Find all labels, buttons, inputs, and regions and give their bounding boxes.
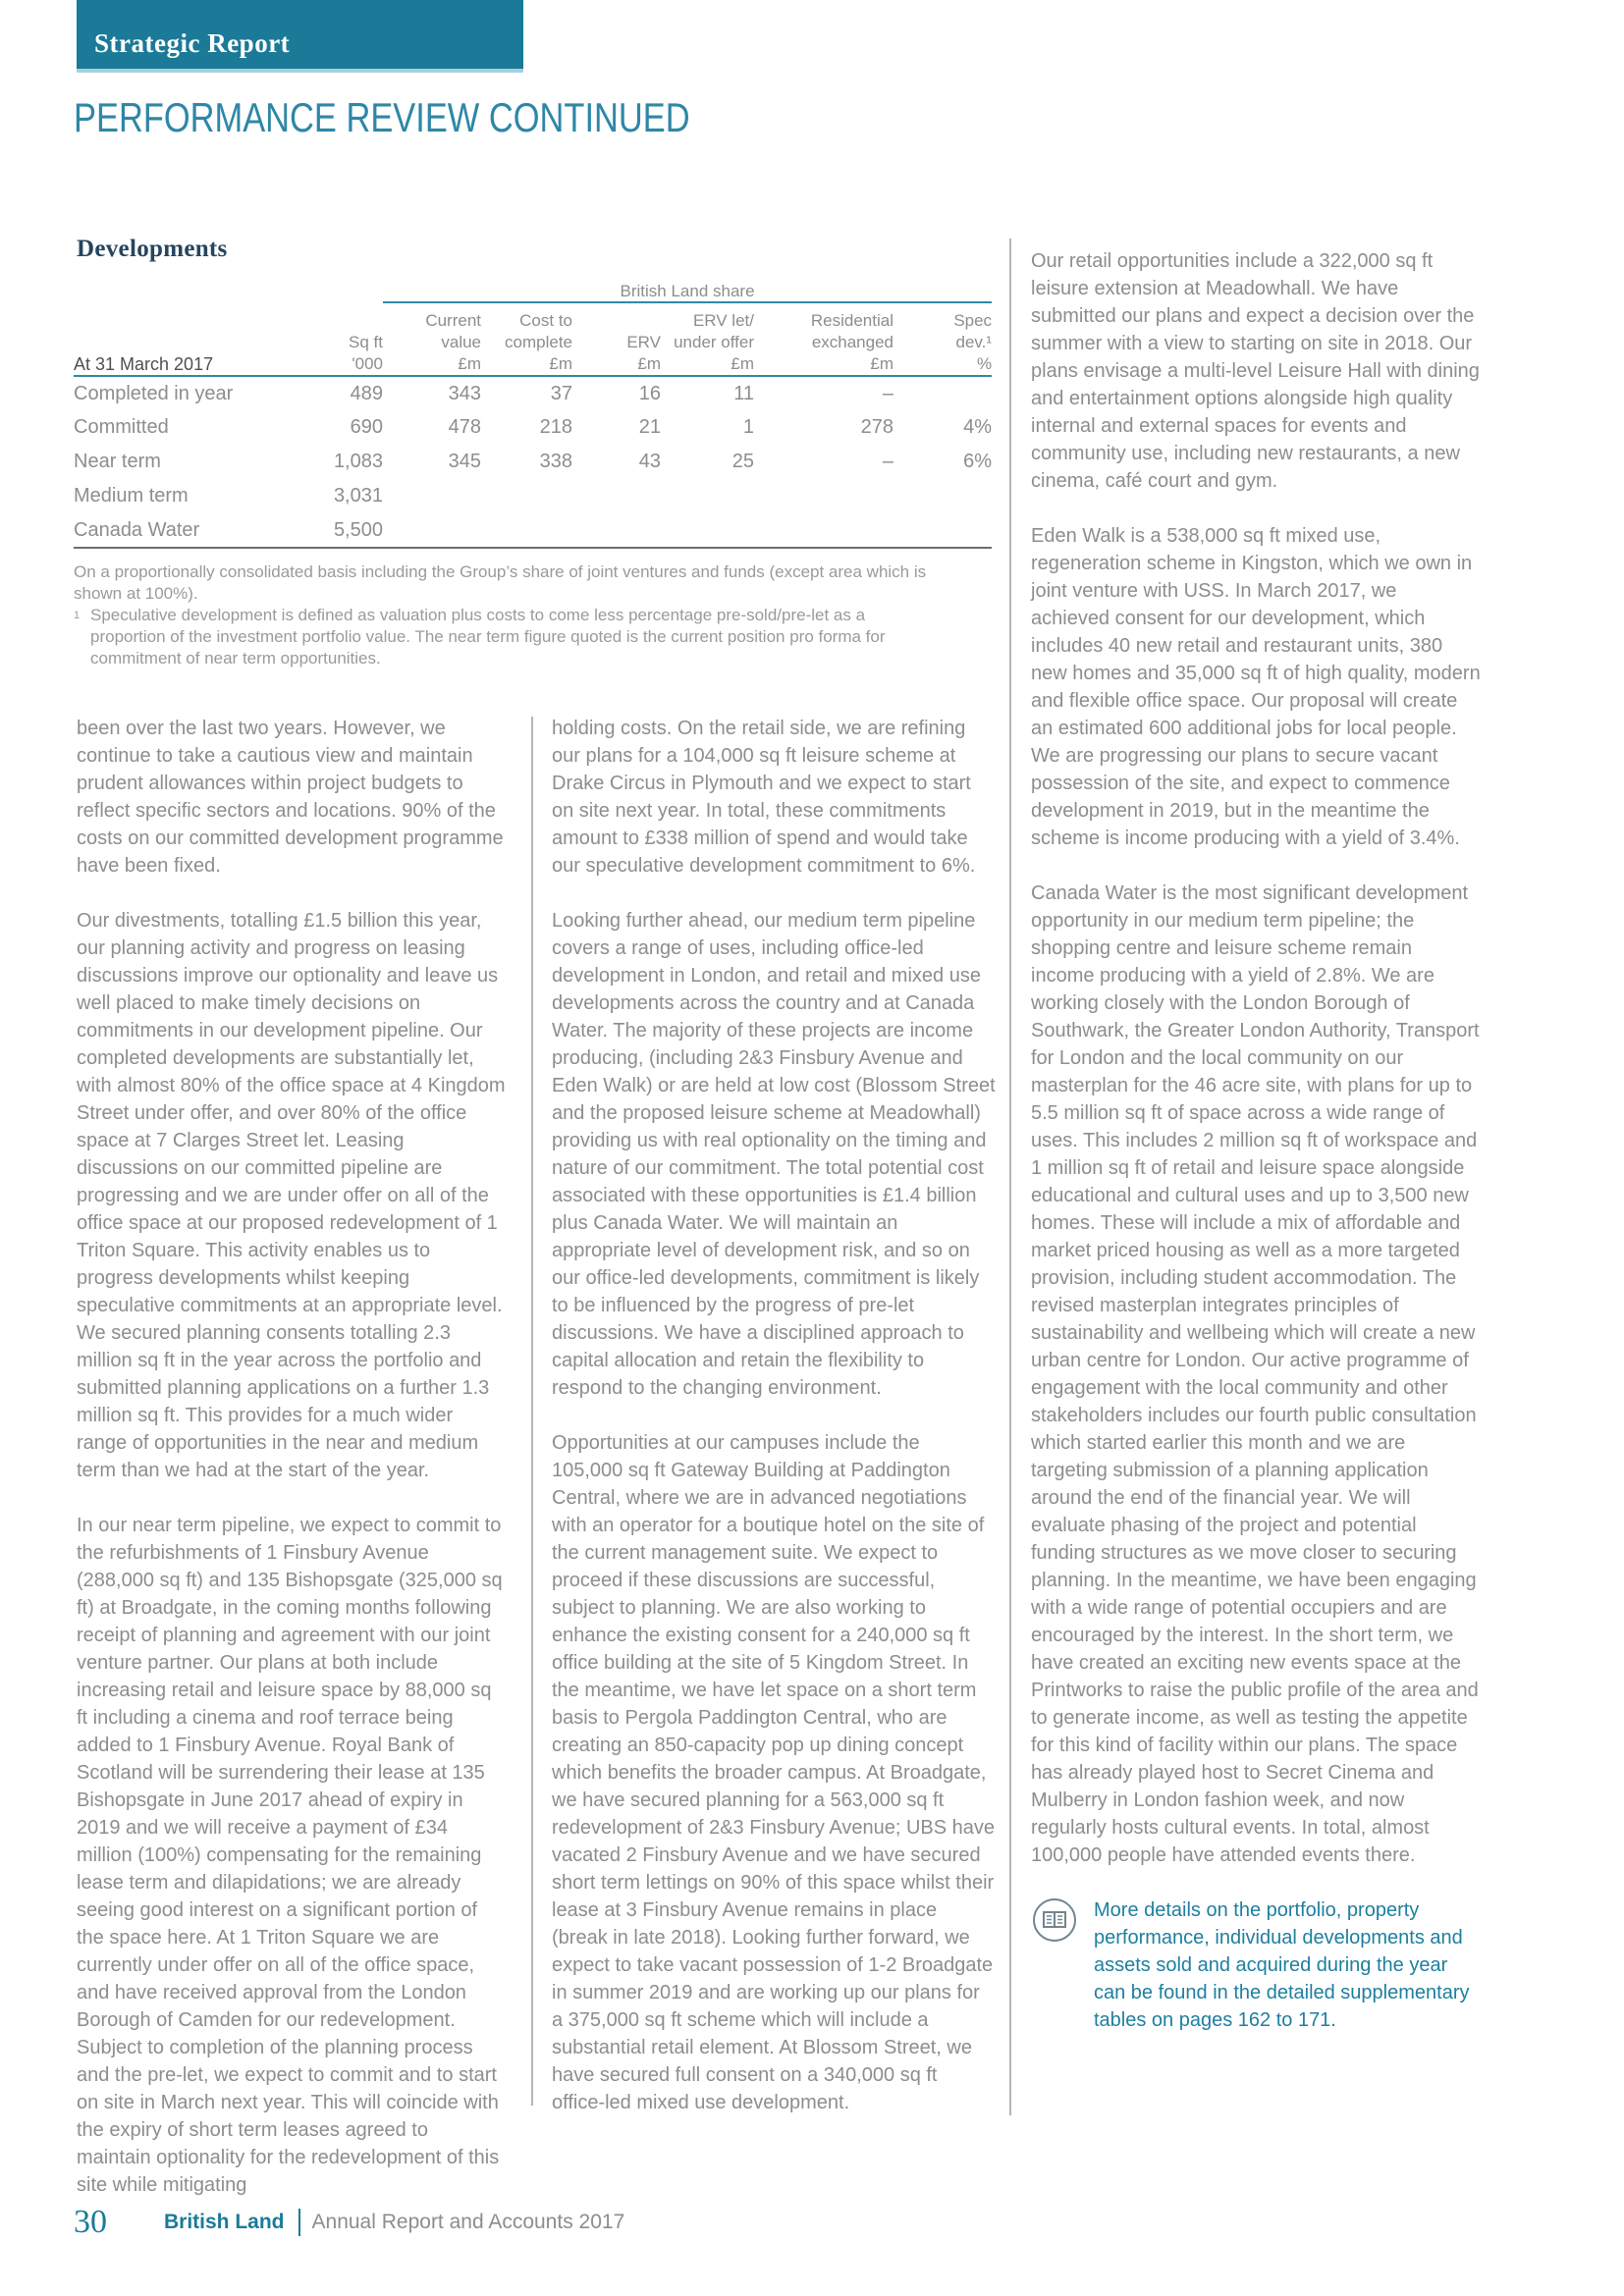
column-header-row: [74, 302, 992, 376]
table-cell: 478: [448, 416, 481, 438]
table-cell: –: [882, 451, 893, 472]
body-column-1: [77, 715, 507, 2199]
page-title: PERFORMANCE REVIEW CONTINUED: [74, 94, 690, 140]
paragraph: In our near term pipeline, we expect to commit to the refurbishments of 1 Finsbury Avenue (288,000 sq ft) and 135 Bishopsgate (325,000 sq ft) at Broadgate, in the coming months following receipt of planning and agreement with our joint venture partner. Our plans at both include increasing retail and leisure space by 88,000 sq ft including a cinema and roof terrace being added to 1 Finsbury Avenue. Royal Bank of Scotland will be surrendering their lease at 135 Bishopsgate in June 2017 ahead of expiry in 2019 and we will receive a payment of £34 million (100%) compensating for the remaining lease term and dilapidations; we are already seeing good interest on a significant portion of the space here. At 1 Triton Square we are currently under offer on all of the office space, and have received approval from the London Borough of Camden for our redevelopment. Subject to completion of the planning process and the pre-let, we expect to commit and to start on site in March next year. This will coincide with the expiry of short term leases agreed to maintain optionality for the redevelopment of this site while mitigating: [77, 1515, 503, 2196]
table-row-label: Committed: [74, 416, 169, 438]
table-cell: 4%: [963, 416, 993, 438]
paragraph: Canada Water is the most significant development opportunity in our medium term pipeline; the shopping centre and leisure scheme remain income producing with a yield of 2.8%. We are working closely with the London Borough of Southwark, the Greater London Authority, Transport for London and the local community on our masterplan for the 46 acre site, with plans for up to 5.5 million sq ft of space across a wide range of uses. This includes 2 million sq ft of workspace and 1 million sq ft of retail and leisure space alongside educational and cultural uses and up to 3,500 new homes. These will include a mix of affordable and market priced housing as well as a more targeted provision, including student accommodation. The revised masterplan integrates principles of sustainability and wellbeing which will create a new urban centre for London. Our active programme of engagement with the local community and other stakeholders includes our fourth public consultation which started earlier this month and we are targeting submission of a planning application around the end of the financial year. We will evaluate phasing of the project and potential funding structures as we move closer to securing planning. In the meantime, we have been engaging with a wide range of potential occupiers and are encouraged by the interest. In the short term, we have created an exciting new events space at the Printworks to raise the public profile of the area and to generate income, as well as testing the appetite for this kind of facility within our plans. The space has already played host to Secret Cinema and Mulberry in London fashion week, and now regularly hosts cultural events. In total, almost 100,000 people have attended events there.: [1031, 882, 1480, 1866]
page-footer: [74, 2204, 624, 2241]
group-header-row: [74, 263, 992, 302]
table-cell: 25: [731, 451, 754, 472]
col-header-line: Sq ft: [349, 333, 383, 351]
col-header-line: £m: [458, 354, 481, 373]
report-title: Annual Report and Accounts 2017: [311, 2211, 625, 2233]
table-row: [74, 410, 992, 445]
col-header-line: dev.¹: [955, 333, 993, 351]
column-divider: [531, 717, 533, 2106]
developments-heading: Developments: [77, 236, 228, 262]
body-column-2: [552, 715, 996, 2116]
table-cell: 489: [350, 382, 383, 404]
table-cell: [481, 513, 572, 548]
col-header-line: £m: [870, 354, 893, 373]
table-cell: 278: [860, 416, 893, 438]
col-header-line: ERV: [626, 333, 661, 351]
table-footnotes: [74, 561, 938, 669]
table-cell: [754, 513, 893, 548]
col-header-line: Cost to: [519, 311, 572, 330]
paragraph: Our divestments, totalling £1.5 billion this year, our planning activity and progress on leasing discussions improve our optionality and leave us well placed to make timely decisions on commitments in our development pipeline. Our completed developments are substantially let, with almost 80% of the office space at 4 Kingdom Street under offer, and over 80% of the office space at 7 Clarges Street let. Leasing discussions on our committed pipeline are progressing and we are under offer on all of the office space at our proposed redevelopment of 1 Triton Square. This activity enables us to progress developments whilst keeping speculative commitments at an appropriate level. We secured planning consents totalling 2.3 million sq ft in the year across the portfolio and submitted planning applications on a further 1.3 million sq ft. This provides for a much wider range of opportunities in the near and medium term than we had at the start of the year.: [77, 910, 506, 1481]
table-row: [74, 445, 992, 479]
paragraph: Looking further ahead, our medium term pipeline covers a range of uses, including office-led development in London, and retail and mixed use developments across the country and at Canada Water. The majority of these projects are income producing, (including 2&3 Finsbury Avenue and Eden Walk) or are held at low cost (Blossom Street and the proposed leisure scheme at Meadowhall) providing us with real optionality on the timing and nature of our commitment. The total potential cost associated with these opportunities is £1.4 billion plus Canada Water. We will maintain an appropriate level of development risk, and so on our office-led developments, commitment is likely to be influenced by the progress of pre-let discussions. We have a disciplined approach to capital allocation and retain the flexibility to respond to the changing environment.: [552, 910, 996, 1399]
table-cell: 3,031: [333, 485, 383, 507]
table-cell: [572, 479, 661, 513]
col-header-line: £m: [731, 354, 754, 373]
col-header-line: %: [976, 354, 993, 373]
table-cell: [481, 479, 572, 513]
paragraph: Opportunities at our campuses include the 105,000 sq ft Gateway Building at Paddington Central, where we are in advanced negotiations with an operator for a boutique hotel on the site of the current management suite. We expect to proceed if these discussions are successful, subject to planning. We are also working to enhance the existing consent for a 240,000 sq ft office building at the site of 5 Kingdom Street. In the meantime, we have let space on a short term basis to Pergola Paddington Central, who are creating an 850-capacity pop up dining concept which benefits the broader campus. At Broadgate, we have secured planning for a 563,000 sq ft redevelopment of 2&3 Finsbury Avenue; UBS have vacated 2 Finsbury Avenue and we have secured short term lettings on 90% of this space whilst their lease at 3 Finsbury Avenue remains in place (break in late 2018). Looking further forward, we expect to take vacant possession of 1-2 Broadgate in summer 2019 and are working up our plans for a 375,000 sq ft scheme which will include a substantial retail element. At Blossom Street, we have secured full consent on a 340,000 sq ft office-led mixed use development.: [552, 1432, 996, 2113]
col-header-erv: [572, 302, 661, 376]
table-cell: [893, 513, 992, 548]
footer-divider: [298, 2209, 300, 2236]
paragraph: Eden Walk is a 538,000 sq ft mixed use, regeneration scheme in Kingston, which we own in joint venture with USS. In March 2017, we achieved consent for our development, which includes 40 new retail and restaurant units, 380 new homes and 35,000 sq ft of high quality, modern and flexible office space. Our proposal will create an estimated 600 additional jobs for local people. We are progressing our plans to secure vacant possession of the site, and expect to commence development in 2019, but in the meantime the scheme is income producing with a yield of 3.4%.: [1031, 525, 1481, 849]
col-header-line: £m: [637, 354, 661, 373]
col-header-sqft: [270, 302, 383, 376]
footnote-marker: 1: [74, 610, 81, 621]
table-cell: [383, 513, 481, 548]
col-header-line: Residential: [810, 311, 893, 330]
group-header: British Land share: [383, 263, 992, 302]
table-cell: 5,500: [270, 513, 383, 548]
brand-name: British Land: [164, 2211, 285, 2233]
footnote-1-text: Speculative development is defined as valuation plus costs to come less percentage pre-sold/pre-let as a proportion of the investment portfolio value. The near term figure quoted is the current position pro forma for commitment of near term opportunities.: [90, 606, 886, 667]
table-row: [74, 376, 992, 410]
table-cell: [383, 479, 481, 513]
table-cell: 690: [350, 416, 383, 438]
table-row-label: Completed in year: [74, 382, 234, 404]
section-label: Strategic Report: [94, 28, 291, 58]
table-row-label: Near term: [74, 451, 161, 472]
col-header-line: ERV let/: [692, 311, 754, 330]
row-axis-label: At 31 March 2017: [74, 302, 270, 376]
paragraph: holding costs. On the retail side, we are refining our plans for a 104,000 sq ft leisure scheme at Drake Circus in Plymouth and we expect to start on site next year. In total, these commitments amount to £338 million of spend and would take our speculative development commitment to 6%.: [552, 718, 976, 877]
page-number: 30: [74, 2204, 107, 2240]
col-header-line: exchanged: [811, 333, 893, 351]
table-row-label: Canada Water: [74, 513, 270, 548]
table-cell: [572, 513, 661, 548]
table-cell: 343: [448, 382, 481, 404]
table-cell: 1: [742, 416, 754, 438]
column-divider: [1009, 239, 1011, 2115]
paragraph: Our retail opportunities include a 322,000 sq ft leisure extension at Meadowhall. We have submitted our plans and expect a decision over the summer with a view to starting on site in 2018. Our plans envisage a multi-level Leisure Hall with dining and entertainment options alongside high quality internal and external spaces for events and community use, including new restaurants, a new cinema, café court and gym.: [1031, 250, 1480, 492]
col-header-erv-let: [661, 302, 754, 376]
table-cell: [661, 513, 754, 548]
table-cell: [661, 479, 754, 513]
col-header-line: under offer: [674, 333, 754, 351]
col-header-line: '000: [352, 354, 383, 373]
group-header-spacer: [74, 263, 383, 302]
table-cell: [893, 479, 992, 513]
col-header-spec-dev: [893, 302, 992, 376]
col-header-cost-to-complete: [481, 302, 572, 376]
table-cell: [754, 479, 893, 513]
table-cell: –: [882, 382, 893, 404]
col-header-line: Spec: [953, 311, 993, 330]
table-row: [74, 513, 992, 548]
table-row-label: Medium term: [74, 485, 189, 507]
table-cell: 16: [638, 382, 661, 404]
table-cell: 1,083: [333, 451, 383, 472]
note-text: More details on the portfolio, property performance, individual developments and assets sold and acquired during the year can be found in the detailed supplementary tables on pages 162 to 171.: [1094, 1899, 1470, 2031]
table-cell: 345: [448, 451, 481, 472]
table-cell: 43: [638, 451, 661, 472]
table-cell: 218: [539, 416, 572, 438]
col-header-current-value: [383, 302, 481, 376]
table-cell: 21: [638, 416, 661, 438]
paragraph: been over the last two years. However, we continue to take a cautious view and maintain prudent allowances within project budgets to reflect specific sectors and locations. 90% of the costs on our committed development programme have been fixed.: [77, 718, 504, 877]
developments-table: [74, 263, 992, 549]
table-cell: 338: [539, 451, 572, 472]
table-cell: 6%: [963, 451, 993, 472]
col-header-line: Current: [425, 311, 481, 330]
footnote-1: [74, 605, 938, 669]
strategic-report-banner: [77, 0, 523, 73]
col-header-line: £m: [549, 354, 572, 373]
col-header-line: complete: [505, 333, 572, 351]
col-header-residential-exchanged: [754, 302, 893, 376]
table-cell: 37: [550, 382, 572, 404]
open-book-icon: [1031, 1896, 1078, 2034]
more-details-note: [1031, 1896, 1481, 2034]
footnote-main: On a proportionally consolidated basis including the Group’s share of joint ventures and funds (except area which is shown at 100%).: [74, 562, 927, 603]
body-column-3: [1031, 247, 1481, 2034]
table-row: [74, 479, 992, 513]
table-cell: 11: [733, 382, 754, 404]
table-cell: [893, 376, 992, 410]
col-header-line: value: [441, 333, 481, 351]
